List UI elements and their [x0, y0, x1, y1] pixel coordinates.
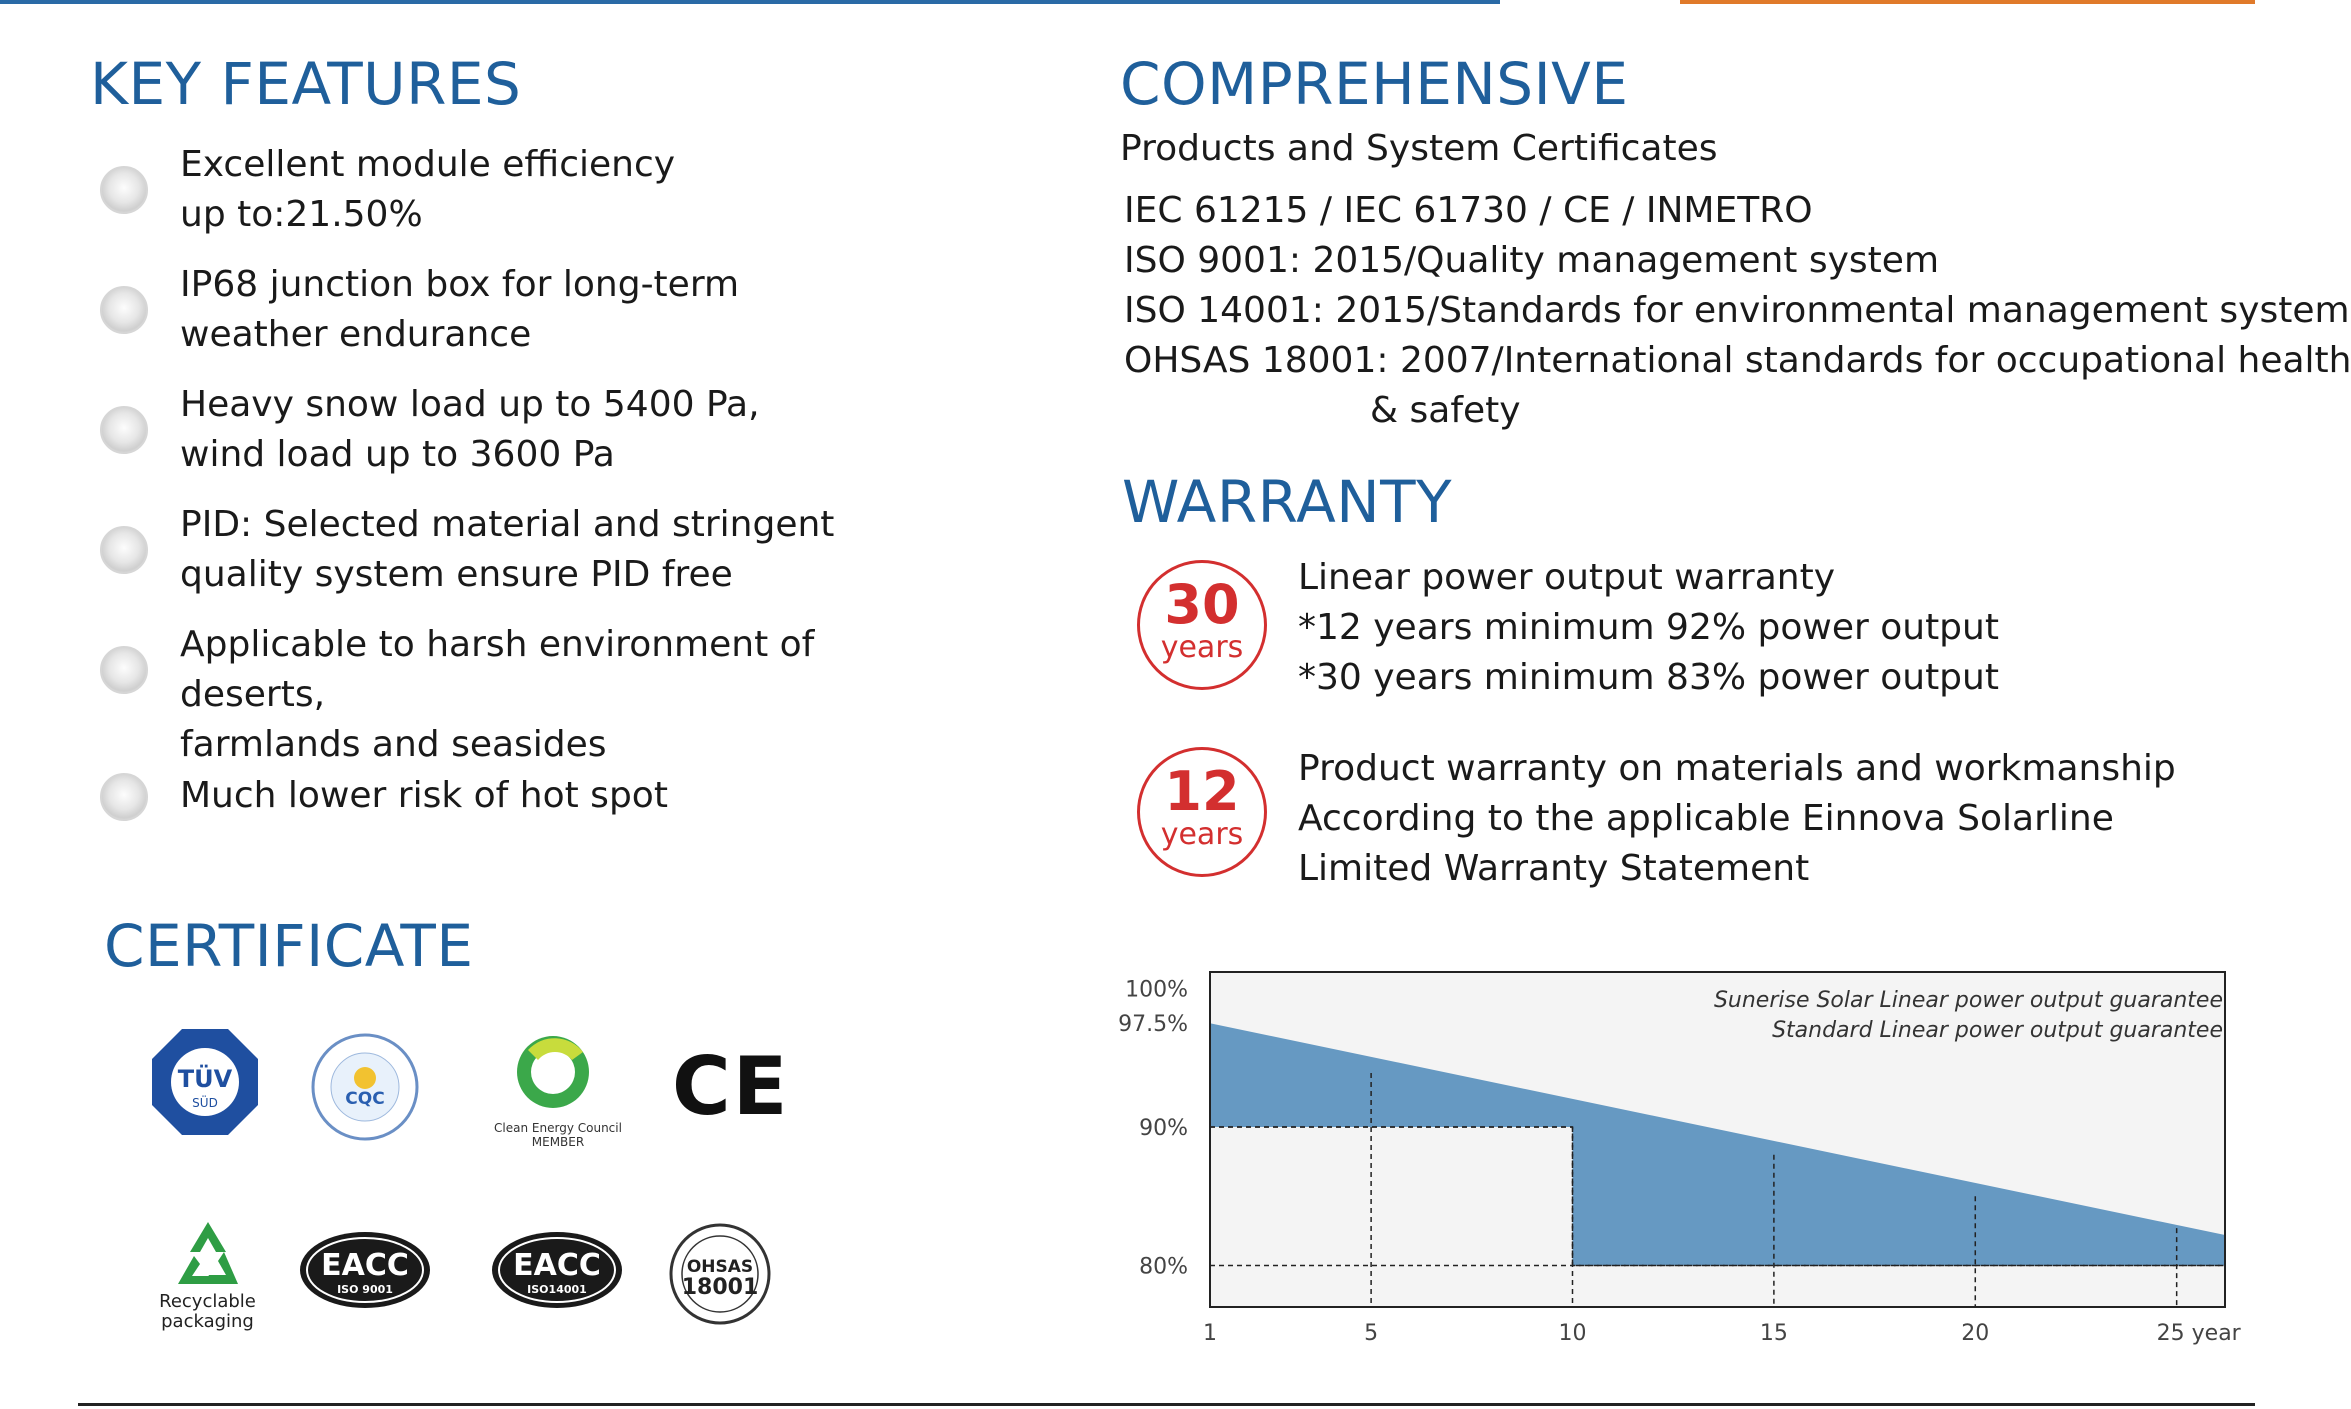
- certificate-line-continuation: & safety: [1370, 390, 1521, 431]
- ohsas-18001-logo: [668, 1222, 772, 1330]
- tuv-sud-logo: [150, 1027, 260, 1141]
- eacc1-sub-text: ISO 9001: [337, 1283, 393, 1296]
- bottom-rule: [78, 1403, 2255, 1406]
- recycle-caption-line2: packaging: [161, 1311, 254, 1332]
- cec-caption-line2: MEMBER: [531, 1135, 585, 1149]
- cqc-logo: [310, 1032, 420, 1146]
- badge-number: 12: [1164, 760, 1240, 823]
- ohsas-sub-text: 18001: [681, 1275, 759, 1300]
- legend-entry: Standard Linear power output guarantee: [1772, 1018, 2223, 1043]
- feature-text: IP68 junction box for long-term weather endurance: [180, 264, 740, 355]
- warranty-12-years-badge: [1137, 747, 1267, 877]
- tuv-sub-text: SÜD: [192, 1096, 218, 1110]
- cqc-main-text: CQC: [345, 1089, 385, 1109]
- certificate-line: ISO 14001: 2015/Standards for environmental management system: [1124, 290, 2350, 331]
- legend-entry: Sunerise Solar Linear power output guarantee: [1713, 988, 2223, 1013]
- recycle-caption-line1: Recyclable: [159, 1291, 256, 1312]
- certificate-line: IEC 61215 / IEC 61730 / CE / INMETRO: [1124, 190, 1813, 231]
- y-tick-label: 97.5%: [1118, 1012, 1188, 1038]
- y-tick-label: 80%: [1139, 1254, 1188, 1280]
- certificate-line: ISO 9001: 2015/Quality management system: [1124, 240, 1940, 281]
- tuv-main-text: TÜV: [177, 1065, 233, 1093]
- clean-energy-council-logo: [488, 1030, 628, 1149]
- power-output-chart: [1100, 950, 2255, 1350]
- feature-text: Much lower risk of hot spot: [180, 775, 668, 816]
- certificate-title: CERTIFICATE: [104, 912, 474, 980]
- feature-text: Heavy snow load up to 5400 Pa, wind load up to 3600 Pa: [180, 384, 760, 475]
- badge-unit: years: [1160, 817, 1244, 852]
- top-orange-rule: [1680, 0, 2255, 4]
- eacc2-sub-text: ISO14001: [527, 1283, 587, 1296]
- y-tick-label: 100%: [1125, 977, 1188, 1003]
- cec-caption-line1: Clean Energy Council: [494, 1121, 622, 1135]
- eacc-iso14001-logo: [490, 1230, 624, 1314]
- ce-text: CE: [672, 1040, 790, 1133]
- eacc1-main-text: EACC: [321, 1248, 409, 1283]
- x-tick-label: 25 year: [2156, 1321, 2241, 1346]
- tuv-octagon-icon: [150, 1027, 260, 1137]
- bullet-icon: [100, 166, 148, 214]
- x-tick-label: 5: [1364, 1321, 1379, 1346]
- eacc2-main-text: EACC: [513, 1248, 601, 1283]
- eacc-badge-icon: [298, 1230, 432, 1310]
- warranty-title: WARRANTY: [1122, 468, 1453, 536]
- badge-unit: years: [1160, 630, 1244, 665]
- bullet-icon: [100, 646, 148, 694]
- bullet-icon: [100, 526, 148, 574]
- top-blue-rule: [0, 0, 1500, 4]
- key-features-title: KEY FEATURES: [90, 50, 522, 118]
- cqc-seal-icon: [310, 1032, 420, 1142]
- bullet-icon: [100, 773, 148, 821]
- warranty-30-text: Linear power output warranty *12 years minimum 92% power output *30 years minimum 83% power output: [1298, 557, 1999, 698]
- comprehensive-title: COMPREHENSIVE: [1120, 50, 1629, 118]
- comprehensive-subtitle: Products and System Certificates: [1120, 128, 1718, 169]
- x-tick-label: 15: [1759, 1321, 1788, 1346]
- feature-text: Applicable to harsh environment of deserts, farmlands and seasides: [180, 624, 815, 765]
- ohsas-main-text: OHSAS: [686, 1257, 754, 1277]
- certificate-line: OHSAS 18001: 2007/International standards for occupational health: [1124, 340, 2351, 381]
- ohsas-seal-icon: [668, 1222, 772, 1326]
- y-tick-label: 90%: [1139, 1116, 1188, 1142]
- ce-mark-icon: [672, 1040, 790, 1133]
- bullet-icon: [100, 406, 148, 454]
- feature-text: PID: Selected material and stringent quality system ensure PID free: [180, 504, 835, 595]
- x-tick-label: 1: [1203, 1321, 1217, 1346]
- bullet-icon: [100, 286, 148, 334]
- ce-mark-logo: [672, 1040, 790, 1133]
- cec-ring-icon: [488, 1030, 628, 1115]
- warranty-30-years-badge: [1137, 560, 1267, 690]
- warranty-12-text: Product warranty on materials and workmanship According to the applicable Einnova Solarline Limited Warranty Statement: [1298, 748, 2176, 889]
- recycle-icon: [168, 1218, 248, 1288]
- eacc-badge-icon: [490, 1230, 624, 1310]
- feature-text: Excellent module efficiency up to:21.50%: [180, 144, 676, 235]
- eacc-iso9001-logo: [298, 1230, 432, 1314]
- recyclable-packaging-logo: [155, 1218, 260, 1332]
- x-tick-label: 10: [1558, 1321, 1587, 1346]
- x-tick-label: 20: [1961, 1321, 1990, 1346]
- badge-number: 30: [1164, 573, 1240, 636]
